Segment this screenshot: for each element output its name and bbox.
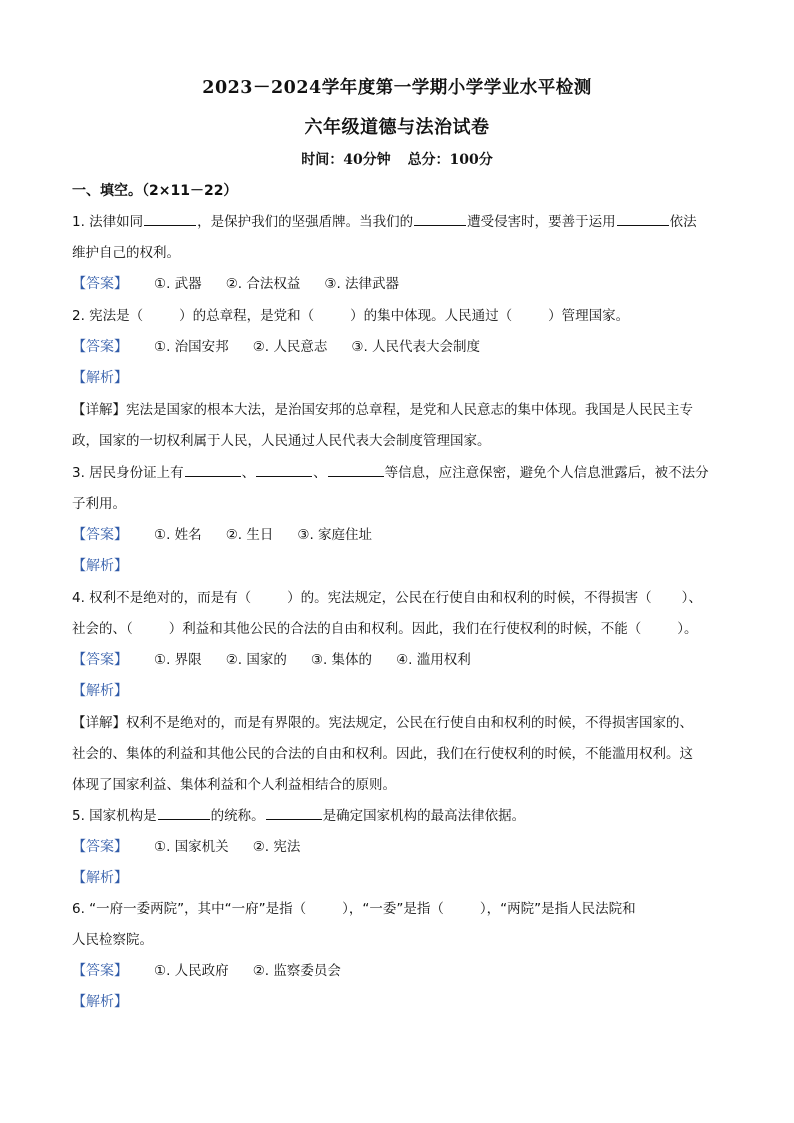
- question-6-line-1: 6. “一府一委两院”，其中“一府”是指（ ），“一委”是指（ ），“两院”是指人民法院和: [72, 901, 636, 917]
- answer-label: 【答案】: [72, 276, 128, 292]
- question-1-line-2: 维护自己的权利。: [72, 245, 180, 261]
- analysis-label: 【解析】: [72, 683, 128, 699]
- question-5-line-1: 5. 国家机构是 的统称。 是确定国家机构的最高法律依据。: [72, 805, 724, 827]
- analysis-row-4: [72, 680, 724, 702]
- question-1-line-1: 1. 法律如同 ，是保护我们的坚强盾牌。当我们的 遭受侵害时，要善于运用 依法: [72, 211, 724, 233]
- analysis-label: 【解析】: [72, 370, 128, 386]
- answer-label: 【答案】: [72, 339, 128, 355]
- question-6-line-2: 人民检察院。: [72, 932, 153, 948]
- blank: [185, 462, 241, 477]
- question-2-line-1: 2. 宪法是（ ）的总章程，是党和（ ）的集中体现。人民通过（ ）管理国家。: [72, 308, 630, 324]
- analysis-label: 【解析】: [72, 870, 128, 886]
- analysis-row-3: [72, 555, 724, 577]
- analysis-row-2: [72, 367, 724, 389]
- exam-title: 2023－2024学年度第一学期小学学业水平检测: [202, 78, 592, 98]
- question-4-line-2: 社会的、（ ）利益和其他公民的合法的自由和权利。因此，我们在行使权利的时候，不能（ ）。: [72, 621, 698, 637]
- exam-subtitle: 六年级道德与法治试卷: [304, 117, 490, 138]
- answer-row-4: 【答案】 ①. 界限 ②. 国家的 ③. 集体的 ④. 滥用权利: [72, 649, 724, 671]
- detail-label: 【详解】: [72, 715, 126, 731]
- detail-4-line-3: 体现了国家利益、集体利益和个人利益相结合的原则。: [72, 777, 396, 793]
- blank: [328, 462, 384, 477]
- blank: [617, 211, 669, 226]
- blank: [256, 462, 312, 477]
- analysis-row-6: [72, 991, 724, 1013]
- detail-4-line-2: 社会的、集体的利益和其他公民的合法的自由和权利。因此，我们在行使权利的时候，不能滥用权利。这: [72, 746, 693, 762]
- blank: [414, 211, 466, 226]
- section-heading: 一、填空。（2×11－22）: [72, 183, 238, 199]
- analysis-row-5: [72, 867, 724, 889]
- question-3-line-1: 3. 居民身份证上有 、 、 等信息，应注意保密，避免个人信息泄露后，被不法分: [72, 462, 724, 484]
- answer-label: 【答案】: [72, 527, 128, 543]
- detail-4-line-1: 【详解】权利不是绝对的，而是有界限的。宪法规定，公民在行使自由和权利的时候，不得损害国家的、: [72, 715, 693, 731]
- detail-label: 【详解】: [72, 402, 126, 418]
- answer-row-3: 【答案】 ①. 姓名 ②. 生日 ③. 家庭住址: [72, 524, 724, 546]
- exam-score: 总分：100分: [407, 152, 493, 168]
- answer-row-5: 【答案】 ①. 国家机关 ②. 宪法: [72, 836, 724, 858]
- answer-label: 【答案】: [72, 652, 128, 668]
- detail-2-line-2: 政，国家的一切权利属于人民，人民通过人民代表大会制度管理国家。: [72, 433, 491, 449]
- question-3-line-2: 子利用。: [72, 496, 126, 512]
- blank: [266, 805, 322, 820]
- blank: [158, 805, 210, 820]
- analysis-label: 【解析】: [72, 994, 128, 1010]
- blank: [144, 211, 196, 226]
- question-4-line-1: 4. 权利不是绝对的，而是有（ ）的。宪法规定，公民在行使自由和权利的时候，不得损害（ ）、: [72, 590, 702, 606]
- answer-row-6: 【答案】 ①. 人民政府 ②. 监察委员会: [72, 960, 724, 982]
- exam-time: 时间：40分钟: [301, 152, 391, 168]
- exam-meta: [0, 149, 794, 169]
- answer-row-2: 【答案】 ①. 治国安邦 ②. 人民意志 ③. 人民代表大会制度: [72, 336, 724, 358]
- analysis-label: 【解析】: [72, 558, 128, 574]
- answer-label: 【答案】: [72, 963, 128, 979]
- answer-row-1: 【答案】 ①. 武器 ②. 合法权益 ③. 法律武器: [72, 273, 724, 295]
- answer-label: 【答案】: [72, 839, 128, 855]
- detail-2-line-1: 【详解】宪法是国家的根本大法，是治国安邦的总章程，是党和人民意志的集中体现。我国是人民民主专: [72, 402, 693, 418]
